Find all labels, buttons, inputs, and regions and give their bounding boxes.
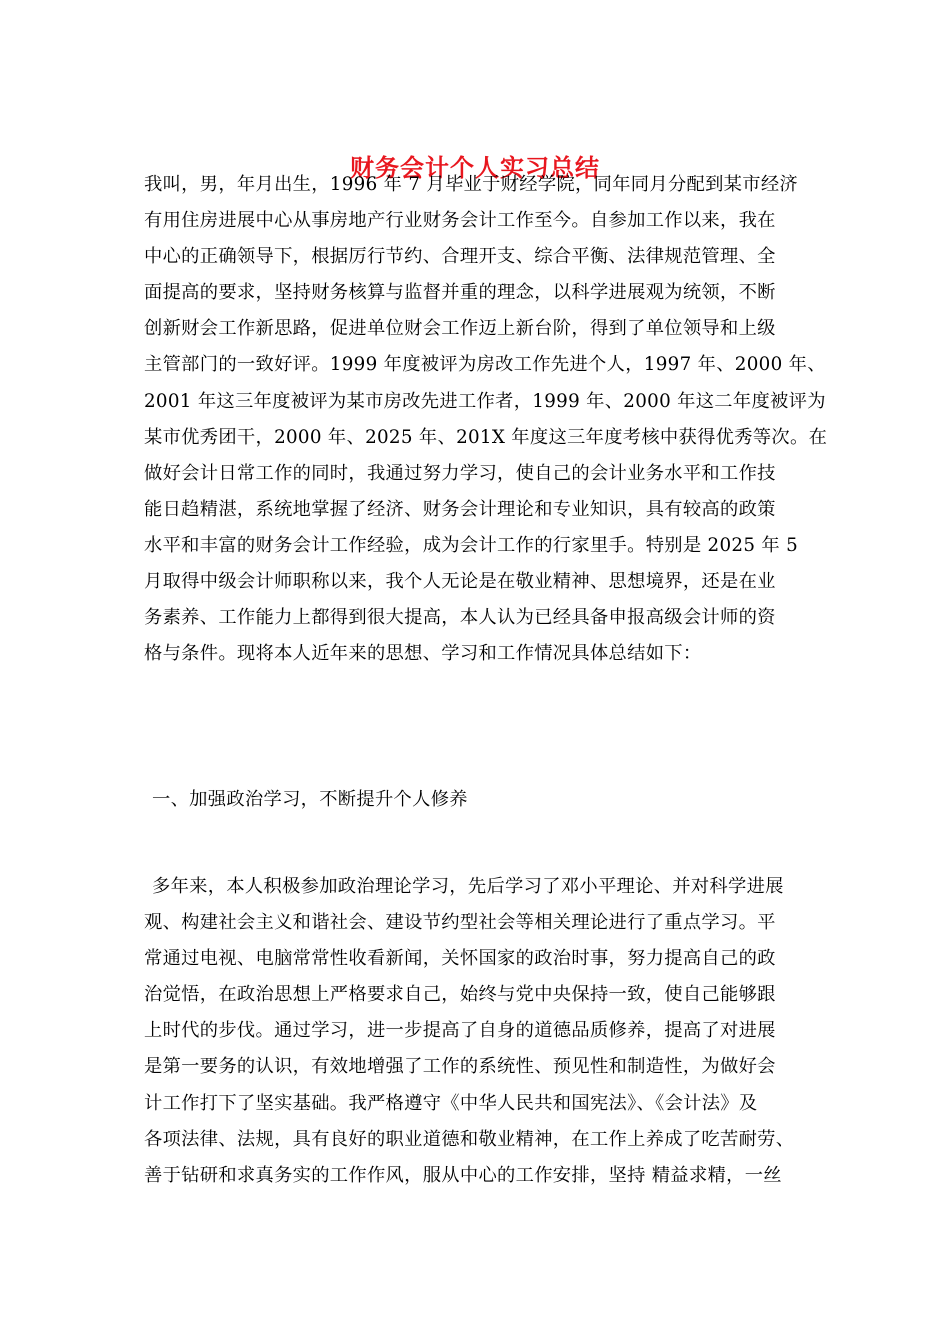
text-line: 能日趋精湛，系统地掌握了经济、财务会计理论和专业知识，具有较高的政策 [144, 498, 776, 520]
text-line: 水平和丰富的财务会计工作经验，成为会计工作的行家里手。特别是 2025 年 5 [144, 534, 799, 556]
text-line: 面提高的要求，坚持财务核算与监督并重的理念，以科学进展观为统领，不断 [144, 282, 776, 304]
text-line: 我叫，男，年月出生，1996 年 7 月毕业于财经学院，同年同月分配到某市经济 [144, 174, 799, 195]
text-line: 计工作打下了坚实基础。我严格遵守《中华人民共和国宪法》、《会计法》及 [144, 1092, 758, 1114]
text-line: 务素养、工作能力上都得到很大提高，本人认为已经具备申报高级会计师的资 [144, 607, 776, 629]
text-line: 月取得中级会计师职称以来，我个人无论是在敬业精神、思想境界，还是在业 [144, 571, 776, 593]
text-line: 常通过电视、电脑常常性收看新闻，关怀国家的政治时事，努力提高自己的政 [144, 948, 776, 970]
text-line: 各项法律、法规，具有良好的职业道德和敬业精神，在工作上养成了吃苦耐劳、 [144, 1128, 795, 1150]
text-line: 善于钻研和求真务实的工作作风，服从中心的工作安排，坚持 精益求精，一丝 [144, 1164, 782, 1186]
section-heading-block [144, 782, 824, 818]
text-line: 中心的正确领导下，根据厉行节约、合理开支、综合平衡、法律规范管理、全 [144, 246, 776, 268]
text-line: 观、构建社会主义和谐社会、建设节约型社会等相关理论进行了重点学习。平 [144, 912, 776, 934]
text-line: 有用住房进展中心从事房地产行业财务会计工作至今。自参加工作以来，我在 [144, 210, 776, 232]
intro-paragraph [144, 167, 828, 672]
section-heading: 一、加强政治学习，不断提升个人修养 [152, 789, 468, 810]
text-line: 某市优秀团干，2000 年、2025 年、201X 年度这三年度考核中获得优秀等次。在 [144, 426, 828, 448]
text-line: 上时代的步伐。通过学习，进一步提高了自身的道德品质修养，提高了对进展 [144, 1020, 776, 1042]
document-title: 财务会计个人实习总结 [350, 153, 600, 182]
body-paragraph [144, 869, 824, 1194]
text-line: 治觉悟，在政治思想上严格要求自己，始终与党中央保持一致，使自己能够跟 [144, 984, 776, 1006]
text-line: 主管部门的一致好评。1999 年度被评为房改工作先进个人，1997 年、2000 年、 [144, 354, 826, 376]
text-line: 做好会计日常工作的同时，我通过努力学习，使自己的会计业务水平和工作技 [144, 462, 776, 484]
text-line: 是第一要务的认识，有效地增强了工作的系统性、预见性和制造性，为做好会 [144, 1056, 776, 1078]
text-line: 创新财会工作新思路，促进单位财会工作迈上新台阶，得到了单位领导和上级 [144, 318, 776, 340]
text-line: 2001 年这三年度被评为某市房改先进工作者，1999 年、2000 年这二年度被评为 [144, 390, 826, 412]
text-line: 多年来，本人积极参加政治理论学习，先后学习了邓小平理论、并对科学进展 [152, 876, 784, 897]
text-line: 格与条件。现将本人近年来的思想、学习和工作情况具体总结如下： [144, 643, 702, 665]
